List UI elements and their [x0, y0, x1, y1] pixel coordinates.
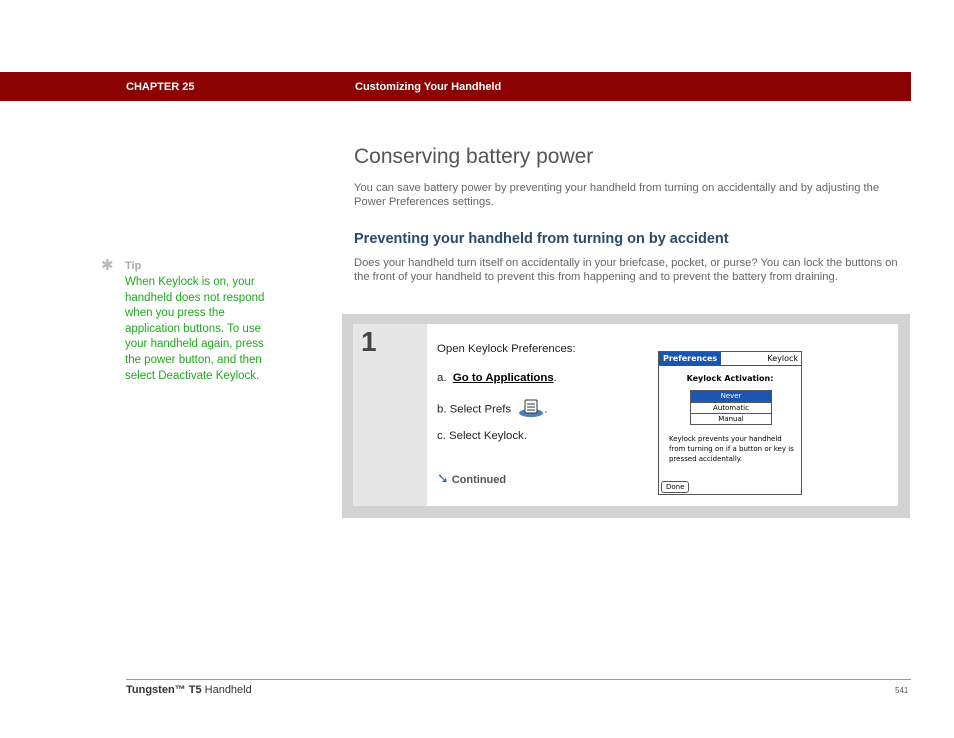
page-title: Conserving battery power: [354, 145, 594, 168]
prefs-icon: [518, 398, 544, 421]
screen-heading: Keylock Activation:: [686, 374, 774, 383]
asterisk-icon: ✱: [101, 257, 114, 274]
tip-text: When Keylock is on, your handheld does not respond when you press the application buttons. To use your handheld again, press the power button, and then select Deactivate Keylock.: [125, 276, 265, 382]
step-instruction: Open Keylock Preferences:: [437, 343, 576, 355]
done-button: Done: [661, 481, 689, 493]
footer-product-name: Tungsten™ T5: [126, 684, 202, 696]
page-number: 541: [895, 686, 909, 695]
step-box: [342, 314, 910, 518]
chapter-number: CHAPTER 25: [126, 81, 195, 93]
step-b-text: b. Select Prefs: [437, 403, 512, 416]
step-a-suffix: .: [553, 372, 557, 384]
screen-titlebar: [659, 352, 801, 366]
option-automatic: Automatic: [690, 402, 772, 414]
screen-category: Keylock: [767, 354, 798, 363]
footer-divider: [126, 679, 911, 680]
footer-product-suffix: Handheld: [201, 684, 252, 696]
step-b-suffix: .: [544, 403, 548, 416]
step-c: c. Select Keylock.: [437, 430, 527, 442]
footer-product: [126, 684, 252, 696]
step-a-prefix: a.: [437, 372, 447, 384]
option-manual: Manual: [690, 413, 772, 425]
screen-description: Keylock prevents your handheld from turning on if a button or key is pressed accidentally.: [669, 435, 794, 463]
chapter-title: Customizing Your Handheld: [355, 81, 502, 93]
keylock-screenshot: [658, 351, 802, 495]
continued-label: Continued: [451, 474, 507, 486]
screen-tab: Preferences: [659, 352, 721, 365]
tip-label: Tip: [125, 260, 142, 272]
continued-indicator: [437, 470, 506, 487]
step-number: 1: [361, 326, 377, 357]
chapter-header-bar: [0, 72, 911, 101]
arrow-down-right-icon: ➘: [437, 470, 449, 486]
go-to-applications-link[interactable]: Go to Applications: [452, 372, 554, 384]
step-number-column: [353, 324, 427, 506]
step-b: [437, 398, 547, 421]
option-never: Never: [690, 390, 772, 402]
section-subheading: Preventing your handheld from turning on by accident: [354, 231, 729, 247]
section-body: Does your handheld turn itself on accidentally in your briefcase, pocket, or purse? You can lock the buttons on the front of your handheld to prevent this from happening and to prevent the battery from draining.: [354, 257, 898, 284]
step-content: [427, 324, 898, 506]
intro-paragraph: You can save battery power by preventing your handheld from turning on accidentally and by adjusting the Power Preferences settings.: [354, 182, 880, 209]
step-a: [437, 372, 557, 384]
